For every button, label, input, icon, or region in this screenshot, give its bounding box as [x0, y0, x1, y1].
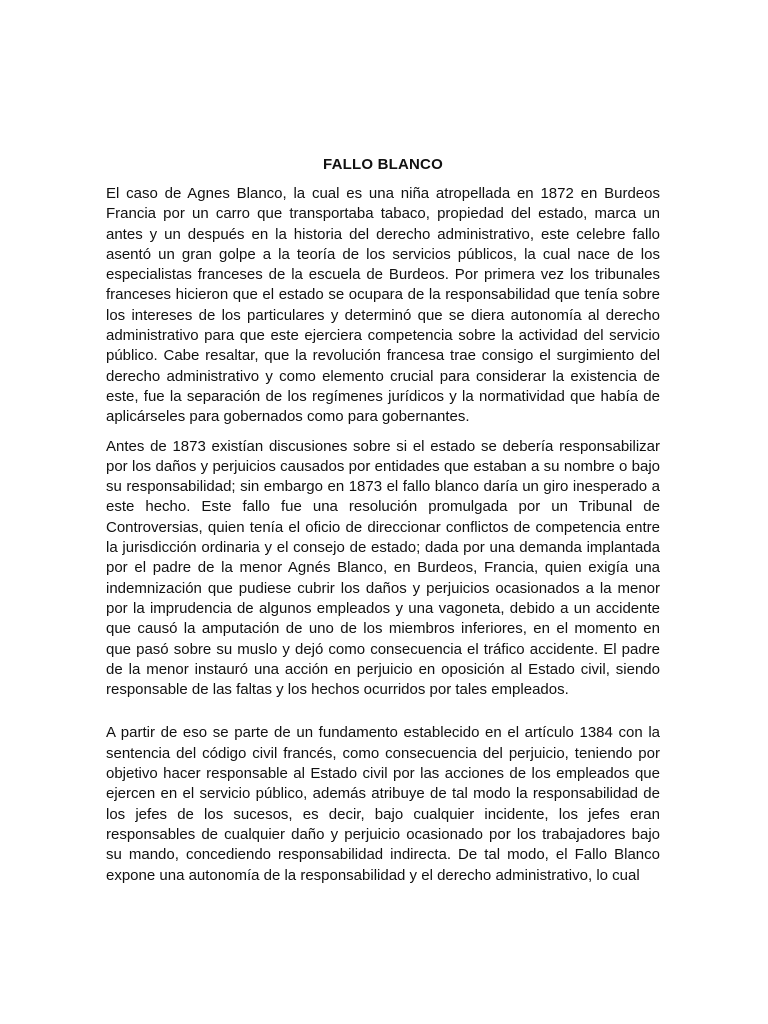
paragraph-3: A partir de eso se parte de un fundamento establecido en el artículo 1384 con la sentencia del código civil francés, como consecuencia del perjuicio, teniendo por objetivo hacer responsable al Estado civil por las acciones de los empleados que ejercen en el servicio público, además atribuye de tal modo la responsabilidad de los jefes de los sucesos, es decir, bajo cualquier incidente, los jefes eran responsables de cualquier daño y perjuicio ocasionado por los trabajadores bajo su mando, concediendo responsabilidad indirecta. De tal modo, el Fallo Blanco expone una autonomía de la responsabilidad y el derecho administrativo, lo cual: [106, 724, 660, 884]
paragraph-2: Antes de 1873 existían discusiones sobre si el estado se debería responsabilizar por los daños y perjuicios causados por entidades que estaban a su nombre o bajo su responsabilidad; sin embargo en 1873 el fallo blanco daría un giro inesperado a este hecho. Este fallo fue una resolución promulgada por un Tribunal de Controversias, quien tenía el oficio de direccionar conflictos de competencia entre la jurisdicción ordinaria y el consejo de estado; dada por una demanda implantada por el padre de la menor Agnés Blanco, en Burdeos, Francia, quien exigía una indemnización que pudiese cubrir los daños y perjuicios ocasionados a la menor por la imprudencia de algunos empleados y una vagoneta, debido a un accidente que causó la amputación de uno de los miembros inferiores, en el momento en que pasó sobre su muslo y dejó como consecuencia el tráfico accidente. El padre de la menor instauró una acción en perjuicio en oposición al Estado civil, siendo responsable de las faltas y los hechos ocurridos por tales empleados.: [106, 437, 660, 699]
document-page: [106, 155, 660, 886]
document-title: FALLO BLANCO: [323, 156, 443, 173]
paragraph-1: El caso de Agnes Blanco, la cual es una niña atropellada en 1872 en Burdeos Francia por un carro que transportaba tabaco, propiedad del estado, marca un antes y un después en la historia del derecho administrativo, este celebre fallo asentó un gran golpe a la teoría de los servicios públicos, la cual nace de los especialistas franceses de la escuela de Burdeos. Por primera vez los tribunales franceses hicieron que el estado se ocupara de la responsabilidad que tenía sobre los intereses de los particulares y determinó que se diera autonomía al derecho administrativo para que este ejerciera competencia sobre la actividad del servicio público. Cabe resaltar, que la revolución francesa trae consigo el surgimiento del derecho administrativo y como elemento crucial para considerar la existencia de este, fue la separación de los regímenes jurídicos y la normatividad que había de aplicárseles para gobernados como para gobernantes.: [106, 185, 660, 426]
